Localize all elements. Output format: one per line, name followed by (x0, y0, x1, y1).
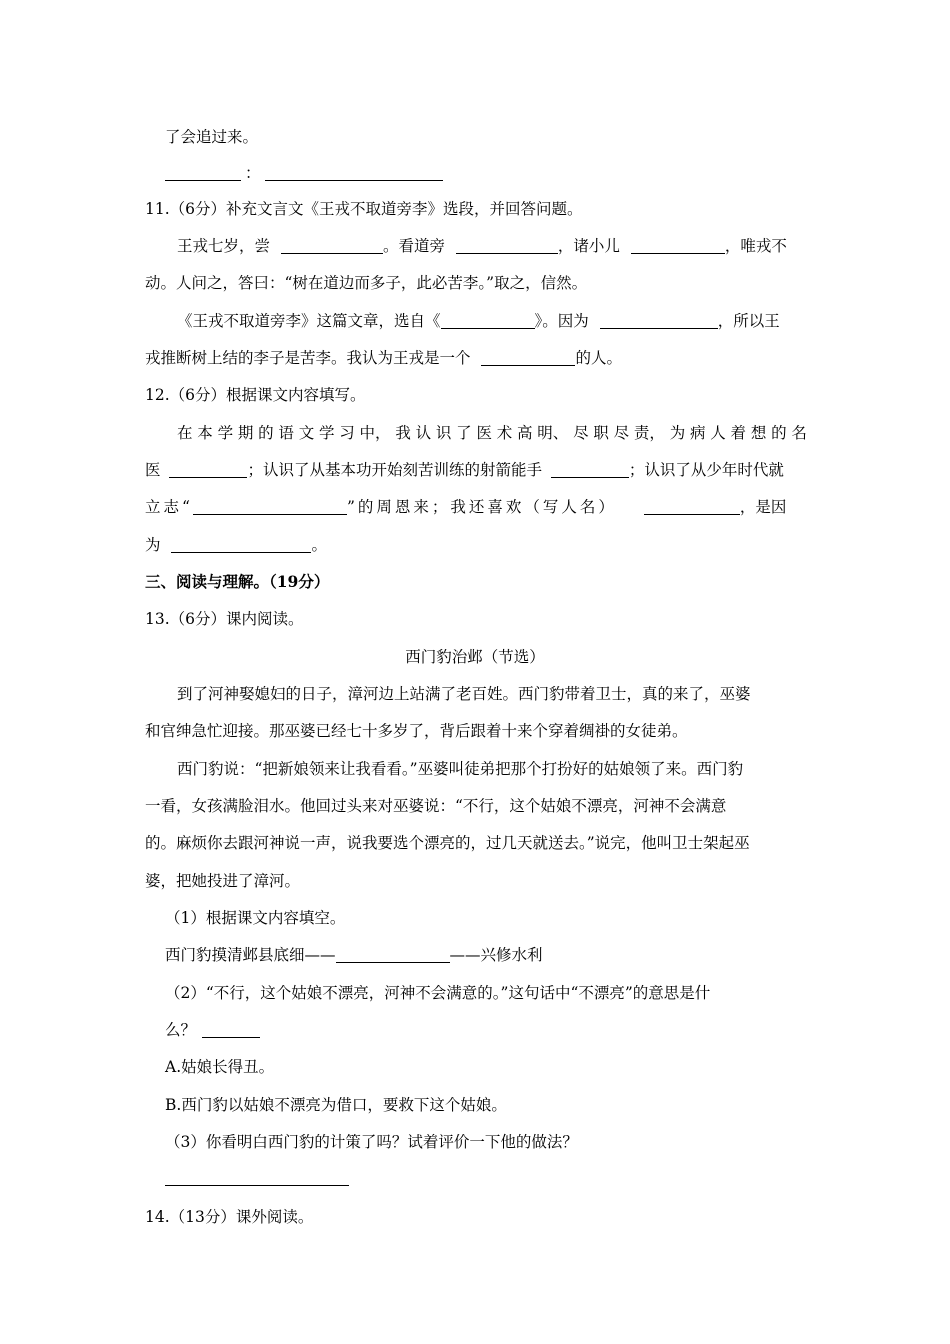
question-13-head: 13.（6分）课内阅读。 (145, 610, 304, 628)
question-12-head: 12.（6分）根据课文内容填写。 (145, 386, 366, 404)
passage-line: 和官绅急忙迎接。那巫婆已经七十多岁了，背后跟着十来个穿着绸褂的女徒弟。 (145, 722, 688, 740)
question-11-head: 11.（6分）补充文言文《王戎不取道旁李》选段，并回答问题。 (145, 200, 583, 218)
text-line: 戎推断树上结的李子是苦李。我认为王戎是一个 的人。 (145, 349, 622, 367)
text-line: 西门豹摸清邺县底细—— ——兴修水利 (165, 946, 543, 964)
answer-line (165, 1168, 349, 1188)
text-line: 立志“ ”的周恩来；我还喜欢（写人名） ，是因 (145, 498, 787, 516)
answer-line: ： (165, 163, 443, 183)
passage-line: 婆，把她投进了漳河。 (145, 872, 301, 890)
blank[interactable] (481, 349, 575, 366)
text-line: 《王戎不取道旁李》这篇文章，选自《 》。因为 ，所以王 (177, 312, 780, 330)
passage-line: 西门豹说：“把新娘领来让我看看。”巫婆叫徒弟把那个打扮好的姑娘领了来。西门豹 (177, 760, 744, 778)
passage-line: 一看，女孩满脸泪水。他回过头来对巫婆说：“不行，这个姑娘不漂亮，河神不会满意 (145, 797, 727, 815)
text-line: 在 本 学 期 的 语 文 学 习 中， 我 认 识 了 医 术 高 明、 尽 职 尽 责， 为 病 人 着 想 的 名 (177, 424, 807, 442)
text-line: 医 ；认识了从基本功开始刻苦训练的射箭能手 ；认识了从少年时代就 (145, 461, 784, 479)
blank[interactable] (441, 312, 535, 329)
sub-question-2: （2）“不行，这个姑娘不漂亮，河神不会满意的。”这句话中“不漂亮”的意思是什 (165, 984, 711, 1002)
blank[interactable] (631, 237, 725, 254)
text-line: 么？ (165, 1020, 260, 1040)
text-line: 了会追过来。 (165, 128, 259, 146)
passage-line: 到了河神娶媳妇的日子，漳河边上站满了老百姓。西门豹带着卫士，真的来了，巫婆 (177, 685, 751, 703)
passage-line: 的。麻烦你去跟河神说一声，说我要选个漂亮的，过几天就送去。”说完，他叫卫士架起巫 (145, 834, 750, 852)
option-a: A.姑娘长得丑。 (165, 1058, 275, 1076)
blank[interactable] (169, 461, 247, 478)
sub-question-1: （1）根据课文内容填空。 (165, 909, 346, 927)
blank[interactable] (165, 1169, 349, 1186)
blank[interactable] (193, 498, 347, 515)
blank[interactable] (456, 237, 558, 254)
blank[interactable] (165, 164, 241, 181)
blank[interactable] (644, 498, 740, 515)
blank[interactable] (281, 237, 383, 254)
text-line: 为 。 (145, 536, 327, 554)
blank[interactable] (336, 946, 450, 963)
section-heading: 三、阅读与理解。（19分） (145, 572, 330, 591)
text-line: 王戎七岁，尝 。看道旁 ，诸小儿 ，唯戎不 (177, 237, 787, 255)
text-line: 动。人问之，答曰：“树在道边而多子，此必苦李。”取之，信然。 (145, 274, 588, 292)
blank[interactable] (600, 312, 718, 329)
passage-title: 西门豹治邺（节选） (405, 648, 545, 666)
blank[interactable] (202, 1021, 260, 1038)
blank[interactable] (171, 536, 311, 553)
sub-question-3: （3）你看明白西门豹的计策了吗？试着评价一下他的做法？ (165, 1133, 578, 1151)
question-14-head: 14.（13分）课外阅读。 (145, 1208, 314, 1226)
blank[interactable] (551, 461, 629, 478)
option-b: B.西门豹以姑娘不漂亮为借口，要救下这个姑娘。 (165, 1096, 507, 1114)
blank[interactable] (265, 164, 443, 181)
